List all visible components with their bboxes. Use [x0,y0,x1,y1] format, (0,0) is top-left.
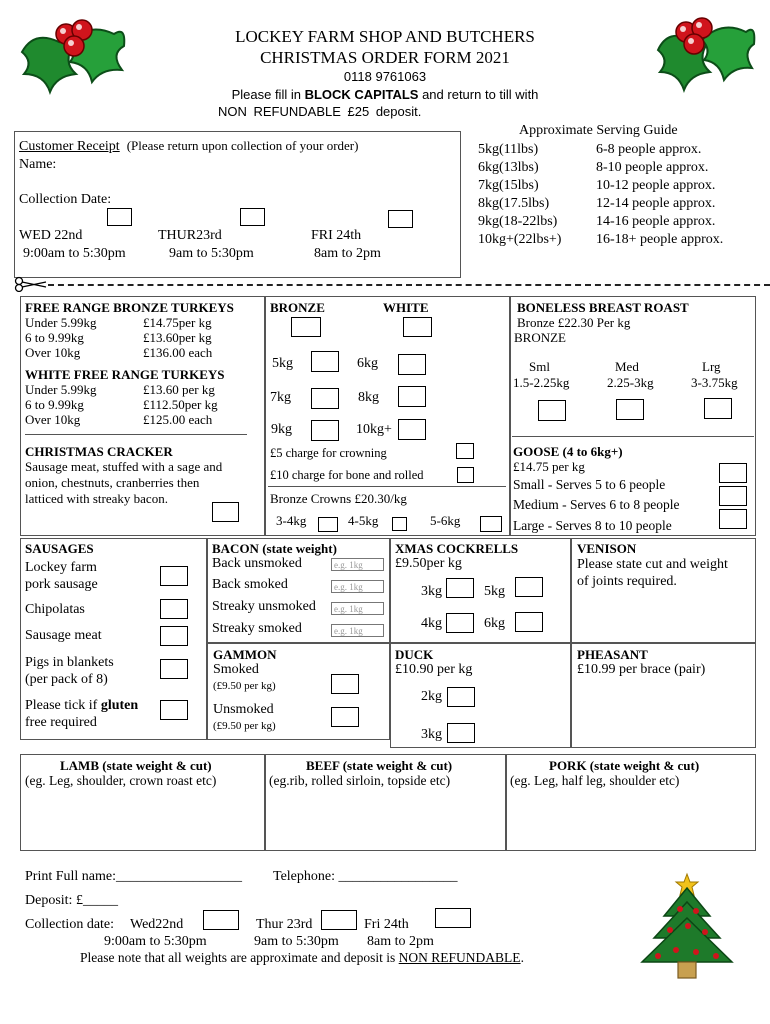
weight-5kg-checkbox[interactable] [311,351,339,372]
duck-price: £10.90 per kg [395,662,473,677]
instruction-bold: BLOCK CAPITALS [304,87,419,102]
weight-10kg-checkbox[interactable] [398,419,426,440]
instructions [0,87,770,102]
footer-note: Please note that all weights are approximate and deposit is NON REFUNDABLE. [80,950,524,965]
crown-5-6kg-checkbox[interactable] [480,516,502,532]
bacon-item: Streaky smoked [212,621,302,636]
weight-6kg-label: 6kg [357,356,378,371]
bacon-item: Back unsmoked [212,556,302,571]
beef-note: (eg.rib, rolled sirloin, topside etc) [269,773,451,788]
cut-line [48,284,770,286]
receipt-day-fri: FRI 24th [311,228,362,243]
crown-3-4kg-checkbox[interactable] [318,517,338,532]
breast-roast-type: BRONZE [514,330,566,345]
bacon-title: BACON (state weight) [212,541,337,556]
receipt-title [19,138,358,154]
bone-roll-label: £10 charge for bone and rolled [270,468,424,482]
pork-title: PORK (state weight & cut) [549,758,700,773]
goose-option: Small - Serves 5 to 6 people [513,477,666,492]
divider [268,486,506,487]
deposit-note: NON REFUNDABLE £25 deposit. [218,104,422,119]
gammon-title: GAMMON [213,647,277,662]
weight-7kg-label: 7kg [270,390,291,405]
gammon-unsmoked: Unsmoked [213,702,274,717]
footer-day-wed: Wed22nd [130,917,184,932]
breast-roast-price: Bronze £22.30 Per kg [517,315,631,330]
receipt-name-label: Name: [19,157,57,172]
receipt-day-thu: THUR23rd [158,228,222,243]
breast-roast-title: BONELESS BREAST ROAST [517,300,689,315]
serving-guide-title: Approximate Serving Guide [519,123,678,138]
bacon-item: Back smoked [212,577,288,592]
white-turkey-prices [25,382,218,427]
white-turkey-title: WHITE FREE RANGE TURKEYS [25,367,225,382]
serving-row: 6kg(13lbs) 8-10 people approx. [478,160,709,175]
receipt-subtitle: (Please return upon collection of your order) [126,138,359,153]
duck-weight: 3kg [421,727,442,742]
gluten-free-checkbox[interactable] [160,700,188,720]
cracker-line: latticed with streaky bacon. [25,491,168,506]
cockrell-6kg-checkbox[interactable] [515,612,543,632]
goose-medium-checkbox[interactable] [719,486,747,506]
cockrell-5kg-checkbox[interactable] [515,577,543,597]
footer-hours-thu: 9am to 5:30pm [254,934,339,949]
pheasant-title: PHEASANT [577,647,648,662]
serving-row: 7kg(15lbs) 10-12 people approx. [478,178,716,193]
chipolatas-checkbox[interactable] [160,599,188,619]
receipt-collection-label: Collection Date: [19,192,112,207]
footer-collection-label: Collection date: [25,917,115,932]
sausage-item: Lockey farm pork sausage [25,560,98,592]
gammon-unsmoked-checkbox[interactable] [331,707,359,727]
print-name-field[interactable]: Print Full name:__________________ [25,869,242,884]
roast-size-label: Lrg [702,359,721,374]
serving-row: 5kg(11lbs) 6-8 people approx. [478,142,702,157]
white-checkbox[interactable] [403,317,432,337]
footer-day-fri: Fri 24th [364,917,409,932]
cockrell-weight: 3kg [421,584,442,599]
roast-med-checkbox[interactable] [616,399,644,420]
goose-large-checkbox[interactable] [719,509,747,529]
venison-title: VENISON [577,541,637,556]
price-row: Under 5.99kg £13.60 per kg [25,382,215,397]
christmas-tree-icon [628,864,746,984]
receipt-fri-checkbox[interactable] [388,210,413,228]
duck-title: DUCK [395,647,434,662]
cracker-line: Sausage meat, stuffed with a sage and [25,459,223,474]
weight-8kg-label: 8kg [358,390,379,405]
bronze-turkey-title: FREE RANGE BRONZE TURKEYS [25,300,234,315]
sausage-item: Chipolatas [25,602,85,617]
bacon-streaky-unsmoked-input[interactable]: e.g. 1kg [331,602,384,615]
bacon-back-smoked-input[interactable]: e.g. 1kg [331,580,384,593]
price-row: 6 to 9.99kg £13.60per kg [25,330,212,345]
bronze-label: BRONZE [270,300,325,315]
weight-9kg-label: 9kg [271,422,292,437]
cockrell-3kg-checkbox[interactable] [446,578,474,598]
telephone-field[interactable]: Telephone: _________________ [273,869,458,884]
price-row: Over 10kg £136.00 each [25,345,213,360]
sausage-item: Pigs in blankets (per pack of 8) [25,655,114,687]
cockrell-weight: 4kg [421,616,442,631]
divider [25,434,247,435]
price-row: Under 5.99kg £14.75per kg [25,315,212,330]
duck-2kg-checkbox[interactable] [447,687,475,707]
crown-size-label: 5-6kg [430,513,461,528]
divider [512,436,754,437]
weight-10kg-label: 10kg+ [356,422,392,437]
pheasant-price: £10.99 per brace (pair) [577,662,706,677]
goose-small-checkbox[interactable] [719,463,747,483]
phone-number: 0118 9761063 [343,69,427,84]
bone-roll-checkbox[interactable] [457,467,474,483]
cockrell-weight: 5kg [484,584,505,599]
cracker-line: onion, chestnuts, cranberries then [25,475,200,490]
receipt-wed-checkbox[interactable] [107,208,132,226]
weight-5kg-label: 5kg [272,356,293,371]
receipt-hours-thu: 9am to 5:30pm [169,246,254,261]
instruction-prefix: Please fill in [231,87,301,102]
title-line2: CHRISTMAS ORDER FORM 2021 [260,48,510,67]
weight-6kg-checkbox[interactable] [398,354,426,375]
footer-day-thu: Thur 23rd [256,917,313,932]
goose-price: £14.75 per kg [513,459,585,474]
bronze-turkey-prices [25,315,212,360]
gammon-unsmoked-price: (£9.50 per kg) [213,720,276,732]
bacon-streaky-smoked-input[interactable]: e.g. 1kg [331,624,384,637]
footer-hours-fri: 8am to 2pm [367,934,434,949]
cracker-title: CHRISTMAS CRACKER [25,444,173,459]
white-label: WHITE [383,300,429,315]
sausages-title: SAUSAGES [25,541,94,556]
serving-row: 10kg+(22lbs+) 16-18+ people approx. [478,232,724,247]
roast-sml-checkbox[interactable] [538,400,566,421]
sausage-meat-checkbox[interactable] [160,626,188,646]
footer-hours-wed: 9:00am to 5:30pm [104,934,207,949]
crowning-checkbox[interactable] [456,443,474,459]
gluten-label: Please tick if gluten free required [25,698,139,730]
duck-3kg-checkbox[interactable] [447,723,475,743]
footer-thu-checkbox[interactable] [321,910,357,930]
lamb-note: (eg. Leg, shoulder, crown roast etc) [25,773,217,788]
weight-8kg-checkbox[interactable] [398,386,426,407]
receipt-thu-checkbox[interactable] [240,208,265,226]
roast-lrg-checkbox[interactable] [704,398,732,419]
roast-size-label: Med [615,359,639,374]
roast-size-label: Sml [529,359,550,374]
crown-size-label: 4-5kg [348,513,379,528]
price-row: Over 10kg £125.00 each [25,412,213,427]
pigs-blankets-checkbox[interactable] [160,659,188,679]
footer-wed-checkbox[interactable] [203,910,239,930]
goose-option: Medium - Serves 6 to 8 people [513,497,680,512]
receipt-hours-fri: 8am to 2pm [314,246,381,261]
sausage-pork-checkbox[interactable] [160,566,188,586]
footer-fri-checkbox[interactable] [435,908,471,928]
goose-option: Large - Serves 8 to 10 people [513,518,672,533]
roast-size-range: 1.5-2.25kg [513,375,570,390]
duck-weight: 2kg [421,689,442,704]
cockrells-price: £9.50per kg [395,556,462,571]
weight-9kg-checkbox[interactable] [311,420,339,441]
weight-7kg-checkbox[interactable] [311,388,339,409]
roast-size-range: 3-3.75kg [691,375,738,390]
gammon-smoked-price: (£9.50 per kg) [213,680,276,692]
serving-row: 8kg(17.5lbs) 12-14 people approx. [478,196,716,211]
gammon-smoked-checkbox[interactable] [331,674,359,694]
sausage-item: Sausage meat [25,628,102,643]
crown-size-label: 3-4kg [276,513,307,528]
cockrells-title: XMAS COCKRELLS [395,541,519,556]
venison-note: Please state cut and weight of joints required. [577,557,728,589]
gammon-smoked: Smoked [213,662,259,677]
bacon-back-unsmoked-input[interactable]: e.g. 1kg [331,558,384,571]
receipt-title-text: Customer Receipt [19,139,120,154]
scissors-icon [14,276,48,292]
bacon-item: Streaky unsmoked [212,599,316,614]
crowns-title: Bronze Crowns £20.30/kg [270,491,407,506]
crown-4-5kg-checkbox[interactable] [392,517,407,531]
serving-guide-table [478,141,723,249]
instruction-suffix: and return to till with [422,87,539,102]
serving-row: 9kg(18-22lbs) 14-16 people approx. [478,214,716,229]
cracker-checkbox[interactable] [212,502,239,522]
title-line1: LOCKEY FARM SHOP AND BUTCHERS [235,27,535,46]
beef-title: BEEF (state weight & cut) [306,758,453,773]
lamb-title: LAMB (state weight & cut) [60,758,212,773]
cockrell-weight: 6kg [484,616,505,631]
price-row: 6 to 9.99kg £112.50per kg [25,397,218,412]
deposit-field[interactable]: Deposit: £_____ [25,893,118,908]
receipt-hours-wed: 9:00am to 5:30pm [23,246,126,261]
roast-size-range: 2.25-3kg [607,375,654,390]
bronze-checkbox[interactable] [291,317,321,337]
cockrell-4kg-checkbox[interactable] [446,613,474,633]
crowning-label: £5 charge for crowning [270,446,387,460]
goose-title: GOOSE (4 to 6kg+) [513,444,623,459]
receipt-day-wed: WED 22nd [19,228,83,243]
pork-note: (eg. Leg, half leg, shoulder etc) [510,773,680,788]
